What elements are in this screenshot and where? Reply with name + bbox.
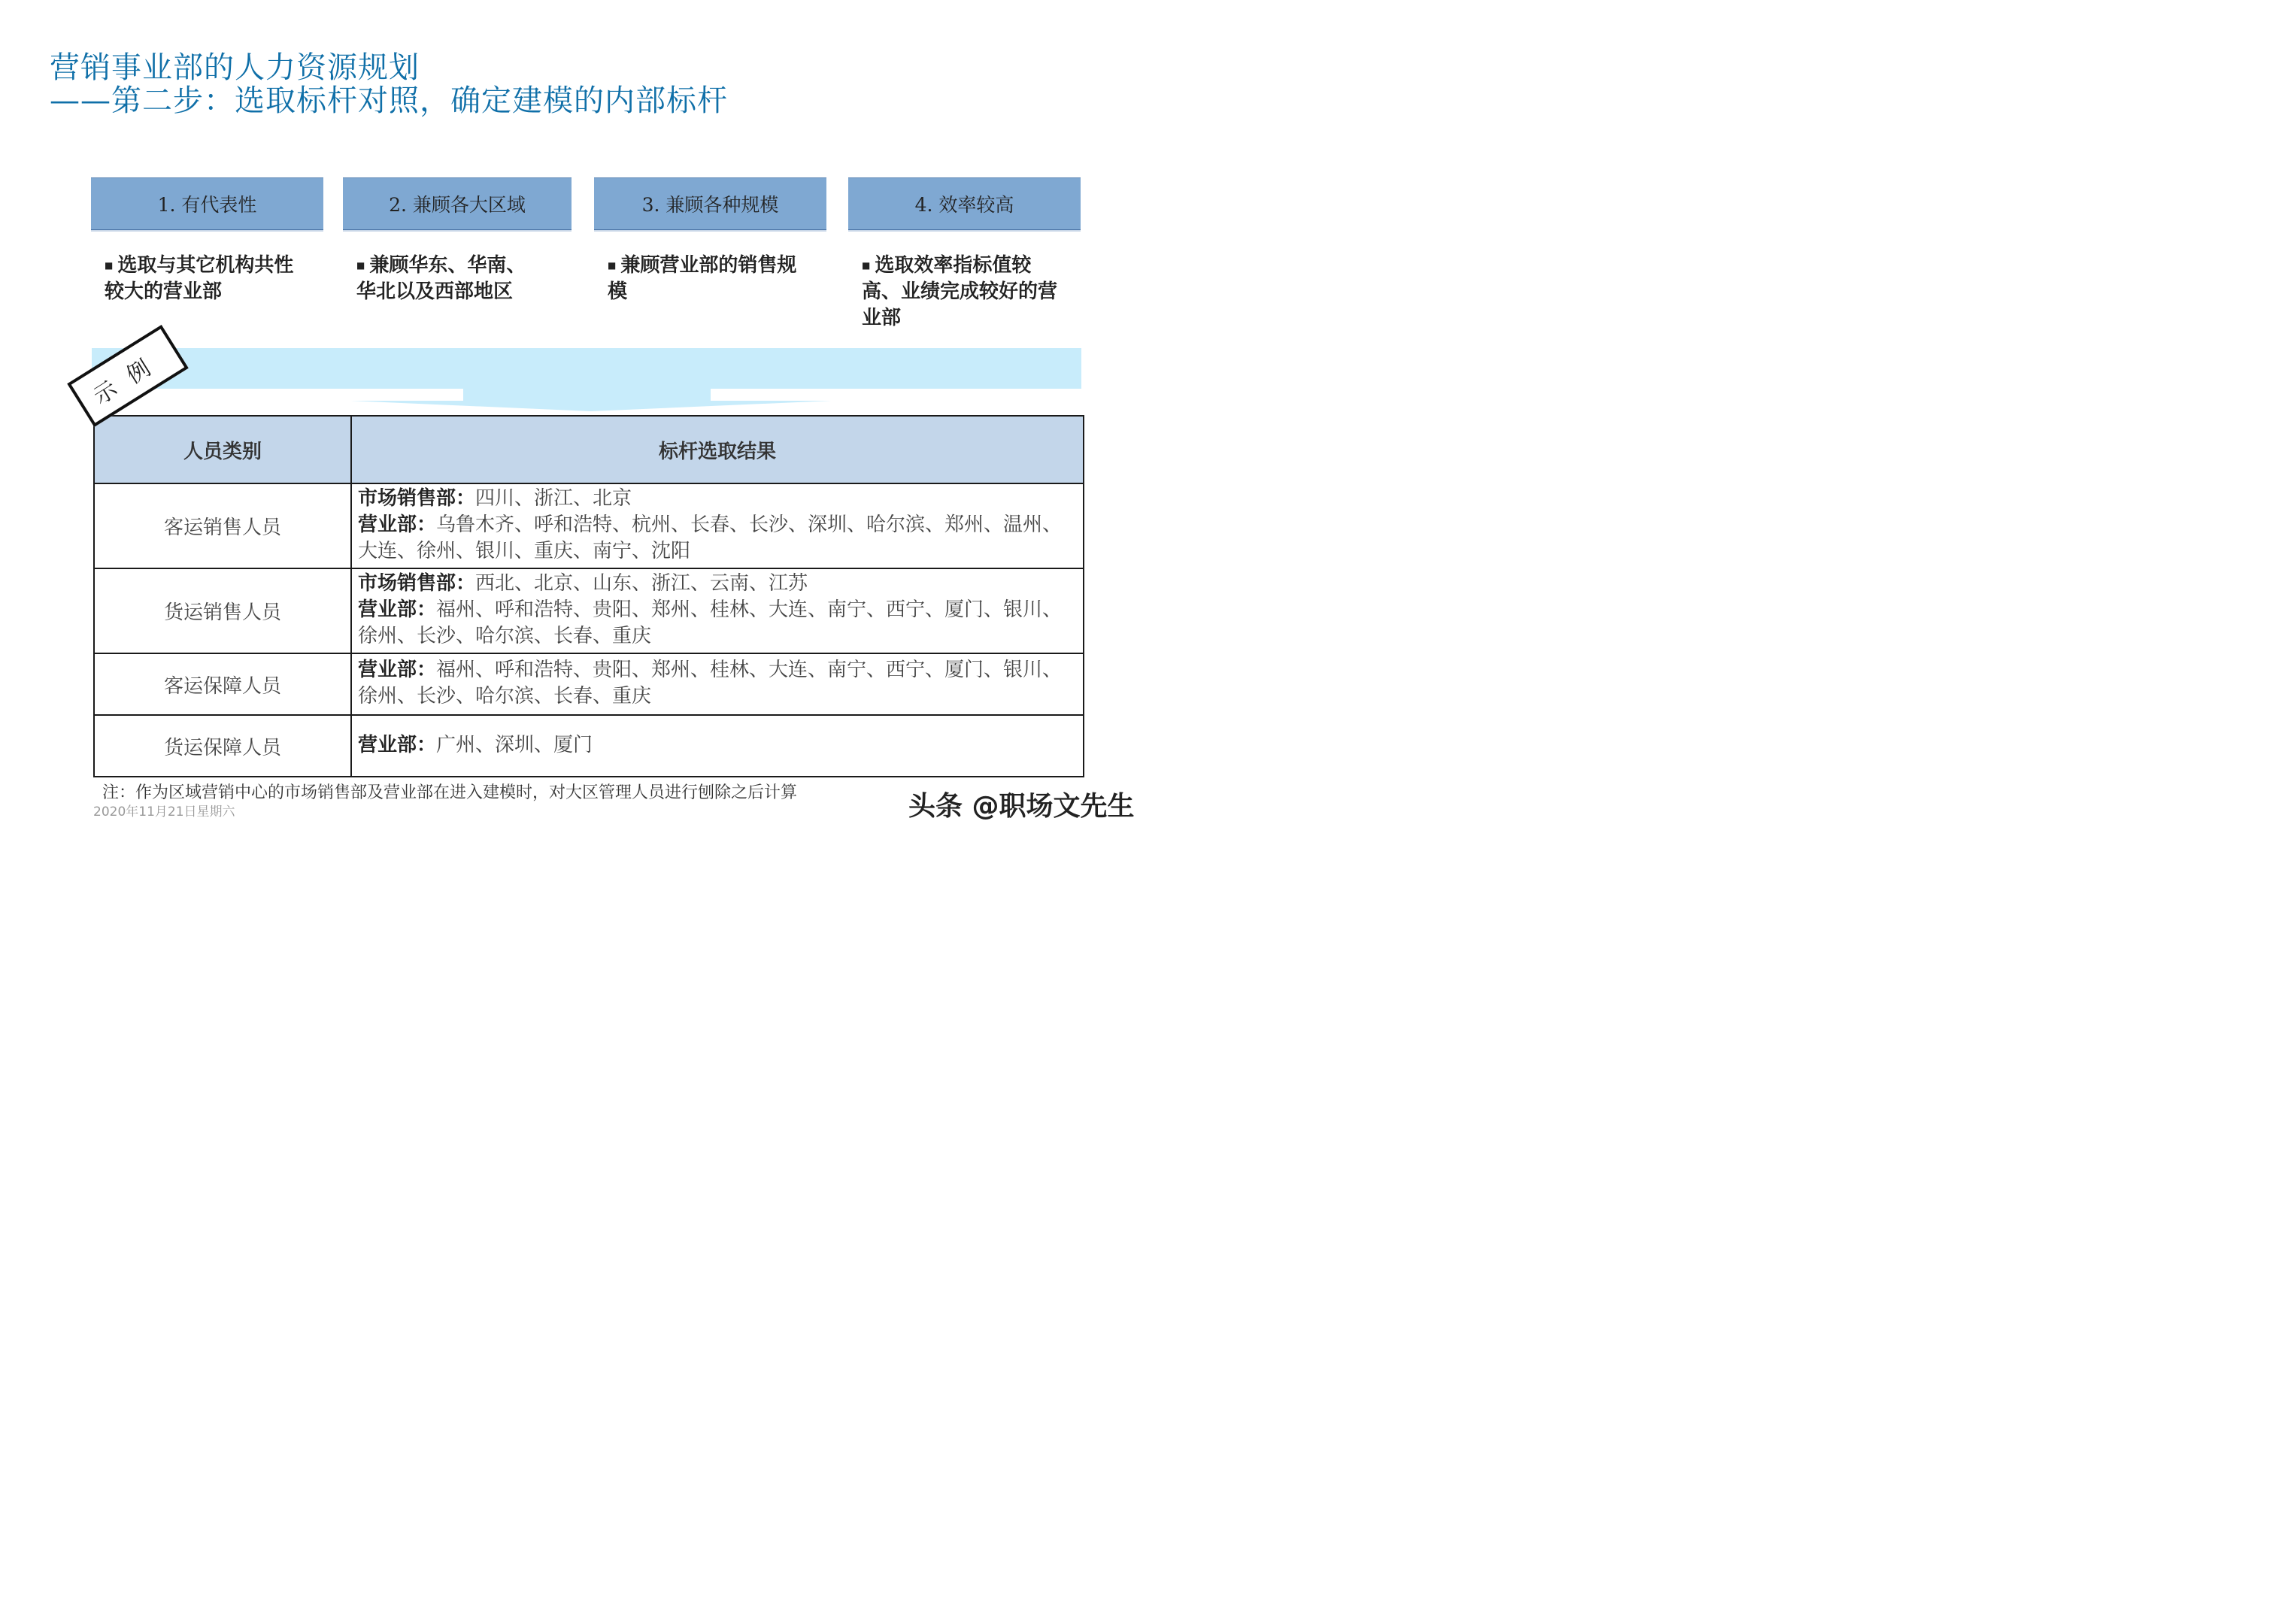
criterion-header-1: 1. 有代表性 [91,177,323,230]
result-cell: 营业部：广州、深圳、厦门 [351,715,1084,777]
example-stamp: 示例 [67,325,189,427]
result-cell: 市场销售部：四川、浙江、北京 营业部：乌鲁木齐、呼和浩特、杭州、长春、长沙、深圳、哈尔滨、郑州、温州、大连、徐州、银川、重庆、南宁、沈阳 [351,483,1084,568]
table-row [94,568,1084,653]
category-cell: 货运保障人员 [94,715,351,777]
criterion-desc-4: ■ 选取效率指标值较高、业绩完成较好的营业部 [862,254,1058,329]
criterion-desc-3: ■ 兼顾营业部的销售规模 [608,254,797,303]
watermark: 头条 @职场文先生 [908,791,1135,822]
column-header-result: 标杆选取结果 [351,416,1084,483]
benchmark-table [93,415,1084,777]
down-arrow-icon [350,401,832,411]
date-stamp: 2020年11月21日星期六 [93,804,235,820]
criterion-desc-2: ■ 兼顾华东、华南、华北以及西部地区 [356,254,526,303]
table-row [94,653,1084,715]
column-header-category: 人员类别 [94,416,351,483]
category-cell: 客运保障人员 [94,653,351,715]
criterion-header-2: 2. 兼顾各大区域 [343,177,572,230]
arrow-band [92,348,1081,389]
page-subtitle: ——第二步：选取标杆对照，确定建模的内部标杆 [50,83,728,118]
page-title: 营销事业部的人力资源规划 [50,50,420,85]
footnote: 注：作为区域营销中心的市场销售部及营业部在进入建模时，对大区管理人员进行刨除之后计算 [102,783,798,802]
result-cell: 市场销售部：西北、北京、山东、浙江、云南、江苏 营业部：福州、呼和浩特、贵阳、郑州、桂林、大连、南宁、西宁、厦门、银川、徐州、长沙、哈尔滨、长春、重庆 [351,568,1084,653]
result-cell: 营业部：福州、呼和浩特、贵阳、郑州、桂林、大连、南宁、西宁、厦门、银川、徐州、长沙、哈尔滨、长春、重庆 [351,653,1084,715]
criterion-desc-1: ■ 选取与其它机构共性较大的营业部 [105,254,294,303]
category-cell: 客运销售人员 [94,483,351,568]
criterion-header-3: 3. 兼顾各种规模 [594,177,826,230]
criterion-header-4: 4. 效率较高 [848,177,1081,230]
table-header-row [94,416,1084,483]
bullet-icon: ■ [862,260,871,271]
table-row [94,483,1084,568]
arrow-band-neck [463,389,711,401]
bullet-icon: ■ [608,260,617,271]
table-row [94,715,1084,777]
bullet-icon: ■ [105,260,114,271]
category-cell: 货运销售人员 [94,568,351,653]
bullet-icon: ■ [356,260,365,271]
